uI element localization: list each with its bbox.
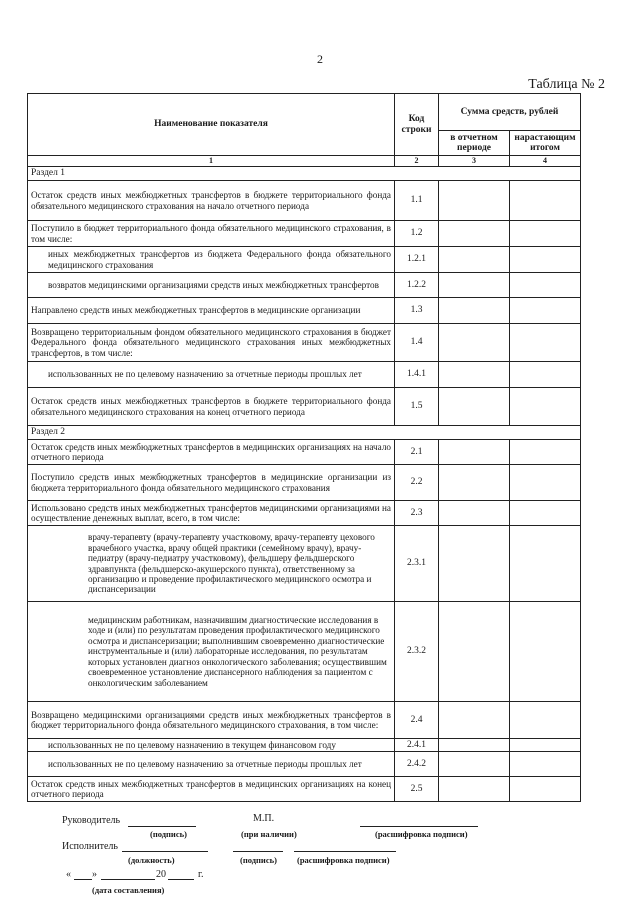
cumulative-cell[interactable] <box>510 273 581 298</box>
row-label: врачу-терапевту (врачу-терапевту участковому, врачу-терапевту цехового врачебного участка, врачу общей практики (семейному врачу), врачу-педиатру (врачу-педиатру участковому), фельдшеру фельдшерского здравпункта (фельдшерско-акушерского пункта), ответственному за организацию и проведение профилактического медицинского осмотра и диспансеризации <box>28 526 395 602</box>
row-label: использованных не по целевому назначению за отчетные периоды прошлых лет <box>28 752 395 777</box>
cumulative-cell[interactable] <box>510 465 581 501</box>
head-signature-line[interactable] <box>128 826 196 827</box>
table-row <box>28 273 581 298</box>
row-label: Направлено средств иных межбюджетных трансфертов в медицинские организации <box>28 298 395 324</box>
row-code: 1.4.1 <box>395 362 439 388</box>
table-row <box>28 181 581 221</box>
period-cell[interactable] <box>439 362 510 388</box>
signature-caption: (подпись) <box>150 829 187 839</box>
table-row <box>28 247 581 273</box>
row-label: Остаток средств иных межбюджетных трансфертов в бюджете территориального фонда обязательного медицинского страхования на конец отчетного периода <box>28 388 395 426</box>
table-row <box>28 388 581 426</box>
table-row <box>28 526 581 602</box>
row-code: 1.4 <box>395 324 439 362</box>
table-row <box>28 602 581 702</box>
header-period: в отчетном периоде <box>439 131 510 156</box>
date-month-line[interactable] <box>101 879 155 880</box>
period-cell[interactable] <box>439 501 510 526</box>
period-cell[interactable] <box>439 702 510 739</box>
period-cell[interactable] <box>439 324 510 362</box>
position-caption: (должность) <box>128 855 175 865</box>
period-cell[interactable] <box>439 221 510 247</box>
table-row <box>28 739 581 752</box>
row-code: 2.4.1 <box>395 739 439 752</box>
col-number: 1 <box>28 156 395 167</box>
period-cell[interactable] <box>439 602 510 702</box>
table-row <box>28 298 581 324</box>
cumulative-cell[interactable] <box>510 777 581 802</box>
executor-signature-line[interactable] <box>233 851 283 852</box>
executor-decode-line[interactable] <box>294 851 396 852</box>
head-label: Руководитель <box>62 815 121 826</box>
table-title: Таблица № 2 <box>528 77 605 92</box>
cumulative-cell[interactable] <box>510 739 581 752</box>
row-code: 2.3.1 <box>395 526 439 602</box>
col-number: 4 <box>510 156 581 167</box>
section-title: Раздел 1 <box>28 167 581 181</box>
row-code: 1.2.2 <box>395 273 439 298</box>
cumulative-cell[interactable] <box>510 388 581 426</box>
row-label: иных межбюджетных трансфертов из бюджета Федерального фонда обязательного медицинского страхования <box>28 247 395 273</box>
date-suffix: г. <box>198 869 204 880</box>
row-code: 2.5 <box>395 777 439 802</box>
row-label: возвратов медицинскими организациями средств иных межбюджетных трансфертов <box>28 273 395 298</box>
table-row <box>28 465 581 501</box>
page-number: 2 <box>317 52 323 66</box>
header-cumulative: нарастающим итогом <box>510 131 581 156</box>
row-code: 1.3 <box>395 298 439 324</box>
period-cell[interactable] <box>439 752 510 777</box>
cumulative-cell[interactable] <box>510 440 581 465</box>
row-label: Возвращено медицинскими организациями средств иных межбюджетных трансфертов в бюджет территориального фонда обязательного медицинского страхования, в том числе: <box>28 702 395 739</box>
header-sum: Сумма средств, рублей <box>439 94 581 131</box>
executor-label: Исполнитель <box>62 841 118 852</box>
row-code: 2.3.2 <box>395 602 439 702</box>
period-cell[interactable] <box>439 440 510 465</box>
date-caption: (дата составления) <box>92 885 165 895</box>
row-code: 1.1 <box>395 181 439 221</box>
cumulative-cell[interactable] <box>510 247 581 273</box>
row-label: Поступило в бюджет территориального фонда обязательного медицинского страхования, в том числе: <box>28 221 395 247</box>
row-label: Остаток средств иных межбюджетных трансфертов в медицинских организациях на конец отчетного периода <box>28 777 395 802</box>
section-title: Раздел 2 <box>28 426 581 440</box>
period-cell[interactable] <box>439 526 510 602</box>
period-cell[interactable] <box>439 273 510 298</box>
row-label: Остаток средств иных межбюджетных трансфертов в бюджете территориального фонда обязательного медицинского страхования на начало отчетного периода <box>28 181 395 221</box>
date-year-prefix: 20 <box>156 869 166 880</box>
cumulative-cell[interactable] <box>510 702 581 739</box>
row-code: 2.1 <box>395 440 439 465</box>
row-code: 2.4.2 <box>395 752 439 777</box>
row-label: Использовано средств иных межбюджетных трансфертов медицинскими организациями на осуществление денежных выплат, всего, в том числе: <box>28 501 395 526</box>
cumulative-cell[interactable] <box>510 501 581 526</box>
decode-caption: (расшифровка подписи) <box>375 829 468 839</box>
row-code: 2.4 <box>395 702 439 739</box>
report-table <box>27 93 581 802</box>
table-row <box>28 440 581 465</box>
col-number: 3 <box>439 156 510 167</box>
head-decode-line[interactable] <box>360 826 478 827</box>
section-row <box>28 426 581 440</box>
period-cell[interactable] <box>439 465 510 501</box>
stamp-label: М.П. <box>253 813 275 824</box>
col-number: 2 <box>395 156 439 167</box>
stamp-caption: (при наличии) <box>241 829 297 839</box>
cumulative-cell[interactable] <box>510 324 581 362</box>
period-cell[interactable] <box>439 181 510 221</box>
row-code: 1.5 <box>395 388 439 426</box>
row-label: медицинским работникам, назначившим диагностические исследования в ходе и (или) по результатам проведения профилактического медицинского осмотра и диспансеризации; выполнившим своевременно диагностические инструментальные и (или) лабораторные исследования, по результатам которых установлен диагноз онкологического заболевания; осуществившим своевременное установление диспансерного наблюдения за пациентом с онкологическим заболеванием <box>28 602 395 702</box>
row-label: Остаток средств иных межбюджетных трансфертов в медицинских организациях на начало отчетного периода <box>28 440 395 465</box>
header-name: Наименование показателя <box>28 94 395 156</box>
section-row <box>28 167 581 181</box>
executor-position-line[interactable] <box>122 851 208 852</box>
row-label: использованных не по целевому назначению в текущем финансовом году <box>28 739 395 752</box>
table-row <box>28 702 581 739</box>
period-cell[interactable] <box>439 739 510 752</box>
date-day-line[interactable] <box>74 879 92 880</box>
table-row <box>28 501 581 526</box>
cumulative-cell[interactable] <box>510 526 581 602</box>
date-close-quote: » <box>92 869 97 880</box>
cumulative-cell[interactable] <box>510 221 581 247</box>
date-year-line[interactable] <box>168 879 194 880</box>
table-row <box>28 777 581 802</box>
date-open-quote: « <box>66 869 71 880</box>
cumulative-cell[interactable] <box>510 181 581 221</box>
period-cell[interactable] <box>439 388 510 426</box>
row-label: использованных не по целевому назначению за отчетные периоды прошлых лет <box>28 362 395 388</box>
row-code: 1.2.1 <box>395 247 439 273</box>
row-label: Возвращено территориальным фондом обязательного медицинского страхования в бюджет Федерального фонда обязательного медицинского страхования иных межбюджетных трансфертов, в том числе: <box>28 324 395 362</box>
table-row <box>28 324 581 362</box>
table-row <box>28 362 581 388</box>
row-code: 1.2 <box>395 221 439 247</box>
column-numbers-row <box>28 156 581 167</box>
row-code: 2.3 <box>395 501 439 526</box>
decode-caption: (расшифровка подписи) <box>297 855 390 865</box>
row-code: 2.2 <box>395 465 439 501</box>
header-code: Код строки <box>395 94 439 156</box>
period-cell[interactable] <box>439 777 510 802</box>
period-cell[interactable] <box>439 247 510 273</box>
table-row <box>28 221 581 247</box>
row-label: Поступило средств иных межбюджетных трансфертов в медицинские организации из бюджета территориального фонда обязательного медицинского страхования <box>28 465 395 501</box>
cumulative-cell[interactable] <box>510 752 581 777</box>
cumulative-cell[interactable] <box>510 602 581 702</box>
period-cell[interactable] <box>439 298 510 324</box>
cumulative-cell[interactable] <box>510 298 581 324</box>
signature-caption: (подпись) <box>240 855 277 865</box>
table-row <box>28 752 581 777</box>
cumulative-cell[interactable] <box>510 362 581 388</box>
